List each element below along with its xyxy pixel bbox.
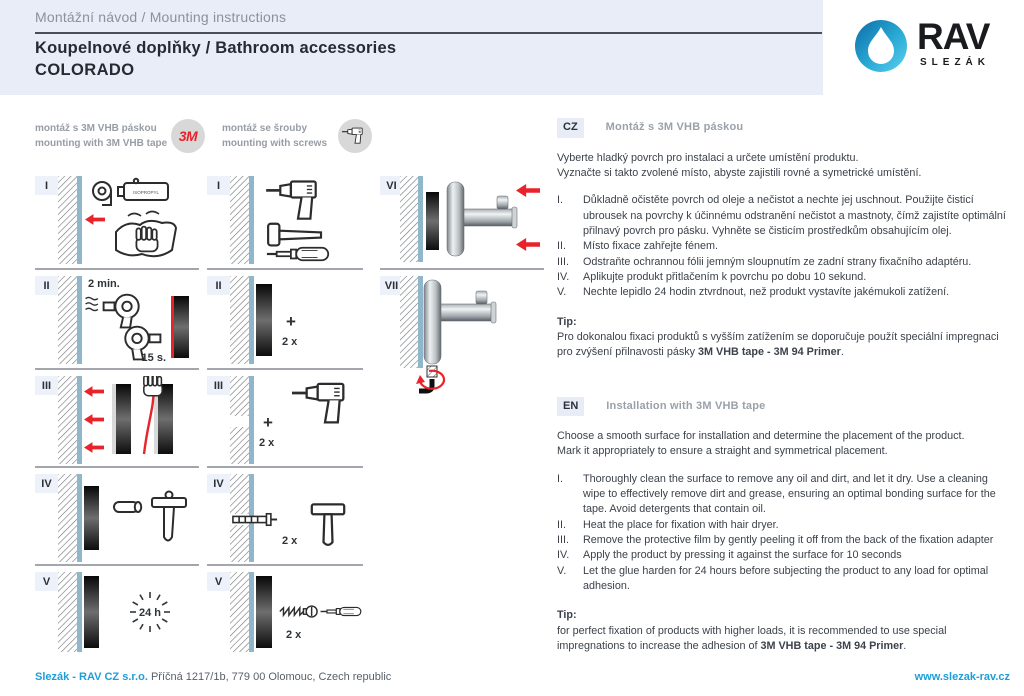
screws-step-2-diagram (230, 276, 362, 364)
brand-logo (853, 18, 990, 74)
quantity-label: 2 x (282, 535, 298, 547)
quantity-label: 2 x (286, 629, 302, 641)
language-badge-en: EN (557, 397, 584, 417)
product-model: COLORADO (35, 61, 135, 79)
tape-step-2-number: II (35, 276, 58, 295)
tape-step-5-diagram (58, 572, 200, 652)
cz-tip (557, 315, 1012, 361)
divider (35, 466, 199, 468)
cz-intro-line1: Vyberte hladký povrch pro instalaci a určete umístění produktu. (557, 151, 859, 164)
cz-intro (557, 151, 1012, 182)
hook-product (447, 182, 517, 256)
fixation-adapter (256, 576, 272, 648)
divider (207, 466, 363, 468)
section-en (557, 397, 1012, 655)
company-name: Slezák - RAV CZ s.r.o. (35, 671, 148, 683)
hook-product-icon (152, 492, 186, 541)
tape-step-5-number: V (35, 572, 58, 591)
item-numeral: V. (557, 286, 567, 299)
divider (35, 564, 199, 566)
en-intro-line2: Mark it appropriately to ensure a straight and symmetrical placement. (557, 445, 888, 458)
wall-graphic (230, 572, 254, 652)
drill-icon (266, 182, 316, 219)
screws-step-3-number: III (207, 376, 230, 395)
en-intro-line1: Choose a smooth surface for installation and determine the placement of the product. (557, 430, 965, 443)
divider (207, 564, 363, 566)
list-item (557, 472, 1012, 518)
item-text: Nechte lepidlo 24 hodin ztvrdnout, než produkt vystavíte jakémukoli zatížení. (583, 286, 950, 299)
tape-red-liner (171, 296, 174, 358)
en-steps-list (557, 472, 1012, 595)
method-screws-label (222, 122, 342, 151)
red-arrow-icon (84, 414, 104, 425)
tip-suffix: . (840, 346, 844, 359)
fixation-adapter (84, 576, 99, 648)
list-item (557, 270, 1012, 285)
tape-step-2-diagram (58, 276, 200, 364)
fixation-adapter (84, 486, 99, 550)
wall-graphic (58, 176, 82, 264)
method-tape-label-cz: montáž s 3M VHB páskou (35, 123, 157, 134)
method-tape-label-en: mounting with 3M VHB tape (35, 137, 168, 149)
tip-text: for perfect fixation of products with higher loads, it is recommended to use special impregnations to increase the adhesion of (557, 624, 947, 653)
list-item (557, 255, 1012, 270)
list-item (557, 548, 1012, 563)
red-arrow-icon (84, 442, 104, 453)
method-tape-label (35, 122, 175, 151)
item-text: Let the glue harden for 24 hours before subjecting the product to any load for optimal adhesion. (583, 564, 989, 593)
bottle-label: ISOPROPYL (132, 190, 160, 195)
brand-name: RAV (917, 16, 990, 57)
screw-icon (280, 606, 317, 617)
tape-step-4-diagram (58, 474, 200, 562)
hairdryer-icon (104, 295, 139, 328)
heat-seconds-label: 15 s. (141, 352, 166, 364)
wall-graphic (58, 276, 82, 364)
3m-logo: 3M (178, 128, 198, 144)
wall-graphic (58, 376, 82, 464)
item-text: Apply the product by pressing it against the surface for 10 seconds (583, 549, 902, 562)
list-item (557, 193, 1012, 239)
list-item (557, 239, 1012, 254)
screws-step-5-number: V (207, 572, 230, 591)
tip-label: Tip: (557, 315, 577, 328)
wall-graphic (230, 376, 254, 464)
drill-icon (342, 126, 368, 146)
cure-time-label: 24 h (138, 607, 162, 619)
hook-product (424, 280, 496, 364)
method-screws-label-cz: montáž se šrouby (222, 123, 308, 134)
item-text: Důkladně očistěte povrch od oleje a nečistot a nechte jej uschnout. Použijte čisticí ubrousek na povrchy k účinnému odstranění nečistot a mastnoty, čímž zajistíte optimální přilnavý povrch pro pásku. Vyhněte se čisticím prostředkům obsahujícím olej. (583, 194, 1006, 237)
wall-graphic (58, 474, 82, 562)
product-step-7-diagram (400, 276, 545, 396)
hand-icon (144, 376, 162, 396)
screws-step-2-number: II (207, 276, 230, 295)
screwdriver-icon (321, 607, 361, 615)
divider (380, 268, 544, 270)
tip-body (557, 330, 1012, 361)
screws-step-1-number: I (207, 176, 230, 195)
list-item (557, 533, 1012, 548)
item-numeral: II. (557, 240, 566, 253)
screws-step-3-diagram (230, 376, 362, 464)
list-item (557, 564, 1012, 595)
item-numeral: III. (557, 255, 569, 268)
screwdriver-icon (267, 248, 328, 260)
tip-text: Pro dokonalou fixaci produktů s vyšším zatížením se doporučuje použít speciální impregnaci pro zvýšení přilnavosti pásky (557, 330, 999, 359)
section-cz (557, 118, 1012, 361)
item-numeral: V. (557, 564, 567, 577)
wall-graphic (58, 572, 82, 652)
red-arrow-icon (85, 214, 105, 225)
red-arrow-icon (516, 184, 540, 197)
item-numeral: I. (557, 194, 563, 207)
tip-body (557, 624, 1012, 655)
wall-graphic (230, 176, 254, 264)
screws-step-5-diagram (230, 572, 362, 652)
liner (112, 384, 116, 454)
fixation-adapter (174, 296, 189, 358)
plus-sign: + (286, 312, 296, 331)
screws-step-4-number: IV (207, 474, 230, 493)
header-divider (35, 32, 822, 34)
item-text: Odstraňte ochrannou fólii jemným sloupnutím ze zadní strany fixačního adaptéru. (583, 255, 972, 268)
tip-product-name: 3M VHB tape - 3M 94 Primer (760, 640, 904, 653)
paper-roll-icon (93, 182, 111, 205)
wipe-cloth-icon (116, 212, 176, 257)
cz-intro-line2: Vyznačte si takto zvolené místo, abyste zajistili rovné a symetrické umístění. (557, 166, 922, 179)
document-type-label: Montážní návod / Mounting instructions (35, 9, 287, 25)
cz-heading-row (557, 118, 1012, 138)
en-intro (557, 429, 1012, 460)
item-text: Heat the place for fixation with hair dryer. (583, 518, 779, 531)
plus-sign: + (263, 413, 273, 432)
tape-step-3-diagram (58, 376, 200, 464)
divider (207, 368, 363, 370)
item-text: Thoroughly clean the surface to remove any oil and dirt, and let it dry. Use a cleaning wipe to effectively remove dirt and grease, ensuring an optimal bonding surface for the tape. Avoid detergents that contain oil. (583, 472, 996, 516)
quantity-label: 2 x (282, 336, 298, 348)
footer-address-line (35, 671, 391, 683)
list-item (557, 285, 1012, 300)
item-text: Aplikujte produkt přitlačením k povrchu po dobu 10 sekund. (583, 270, 867, 283)
item-numeral: IV. (557, 270, 570, 283)
drill-icon (292, 384, 343, 423)
cz-section-heading: Montáž s 3M VHB páskou (605, 121, 744, 133)
fixation-adapter (256, 284, 272, 356)
en-tip (557, 608, 1012, 654)
tape-step-1-number: I (35, 176, 58, 195)
divider (207, 268, 363, 270)
fixation-adapter (116, 384, 131, 454)
tip-label: Tip: (557, 609, 577, 622)
item-text: Remove the protective film by gently peeling it off from the back of the fixation adapter (583, 534, 994, 547)
company-address: Příčná 1217/1b, 779 00 Olomouc, Czech republic (150, 671, 392, 683)
product-step-6-number: VI (380, 176, 403, 195)
roller-icon (114, 502, 141, 512)
product-step-7-number: VII (380, 276, 403, 295)
3m-badge (171, 119, 205, 153)
method-screws-label-en: mounting with screws (222, 137, 328, 149)
en-section-heading: Installation with 3M VHB tape (606, 399, 766, 412)
item-numeral: II. (557, 518, 566, 531)
wall-graphic (230, 276, 254, 364)
brand-wordmark (917, 18, 990, 68)
website-link[interactable]: www.slezak-rav.cz (914, 671, 1010, 683)
hammer-icon (268, 224, 321, 246)
page-title: Koupelnové doplňky / Bathroom accessories (35, 39, 397, 57)
hammer-icon (312, 504, 344, 545)
quantity-label: 2 x (259, 437, 275, 449)
item-numeral: I. (557, 472, 563, 485)
instructions-text-column (557, 118, 1012, 654)
divider (35, 368, 199, 370)
item-numeral: IV. (557, 549, 570, 562)
divider (35, 268, 199, 270)
red-arrow-icon (84, 386, 104, 397)
screws-step-1-diagram (230, 176, 362, 264)
tape-step-4-number: IV (35, 474, 58, 493)
cz-steps-list (557, 193, 1012, 300)
wall-graphic (400, 176, 423, 262)
list-item (557, 518, 1012, 533)
fixation-adapter (426, 192, 439, 250)
brand-subname: SLEZÁK (920, 57, 990, 68)
water-drop-icon (853, 18, 909, 74)
tape-step-3-number: III (35, 376, 58, 395)
tape-step-1-diagram (58, 176, 200, 264)
air-flow-icon (86, 297, 98, 310)
item-numeral: III. (557, 534, 569, 547)
screws-step-4-diagram (230, 474, 362, 562)
item-text: Místo fixace zahřejte fénem. (583, 240, 719, 253)
language-badge-cz: CZ (557, 118, 584, 138)
drill-badge (338, 119, 372, 153)
en-heading-row (557, 397, 1012, 417)
wall-graphic (400, 276, 423, 368)
heat-time-label: 2 min. (88, 278, 120, 290)
red-arrow-icon (516, 238, 540, 251)
product-step-6-diagram (400, 176, 545, 264)
hand-icon (136, 227, 157, 252)
tip-product-name: 3M VHB tape - 3M 94 Primer (698, 346, 841, 359)
footer (35, 671, 1010, 683)
tip-suffix: . (903, 640, 907, 653)
